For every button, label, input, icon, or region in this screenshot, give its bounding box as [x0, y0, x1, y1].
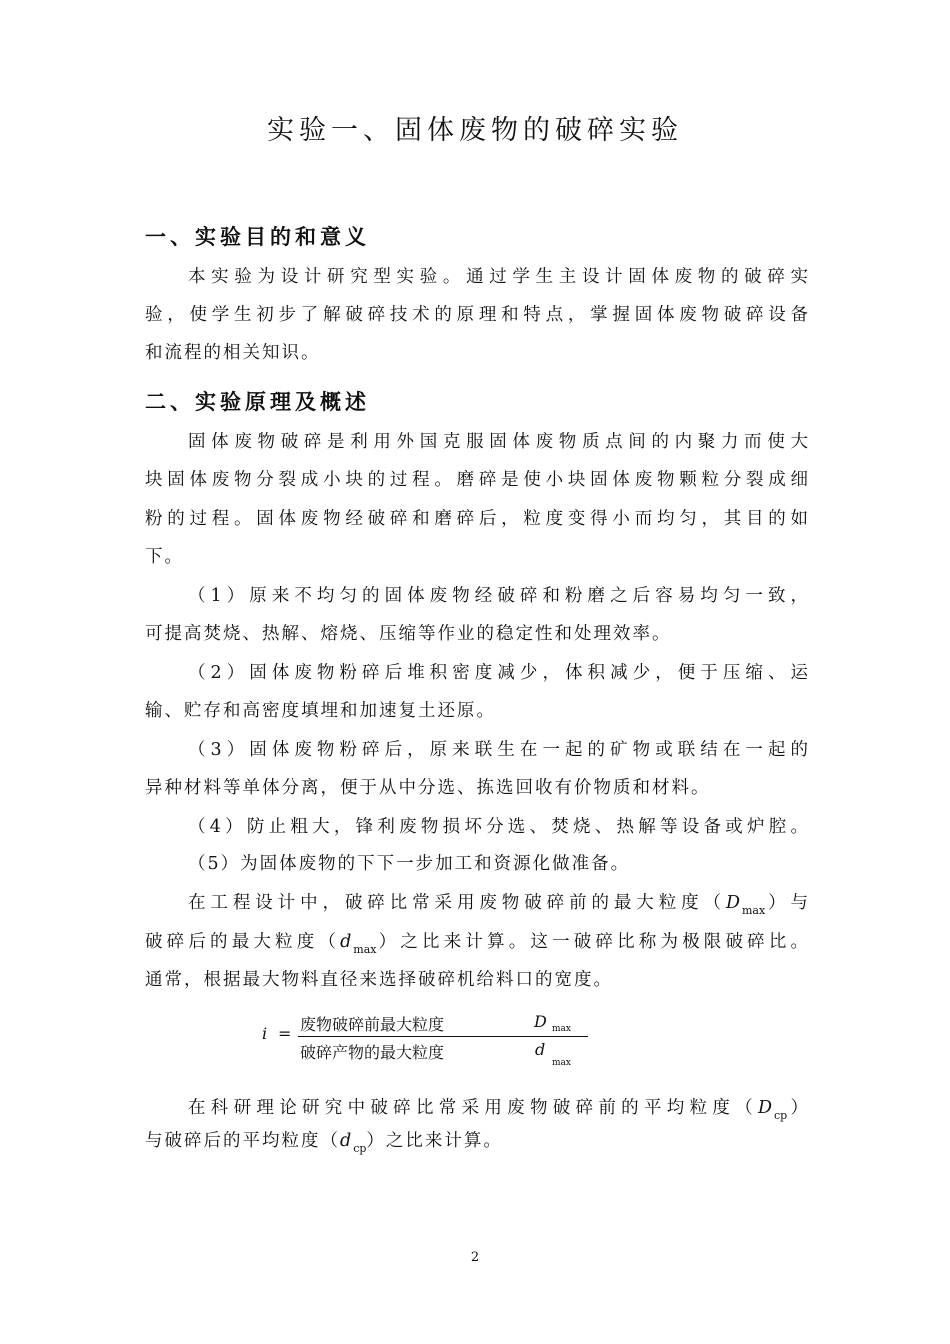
list-item-line: 可提高焚烧、热解、熔烧、压缩等作业的稳定性和处理效率。	[145, 624, 672, 644]
paragraph-line: 通常，根据最大物料直径来选择破碎机给料口的宽度。	[145, 970, 613, 990]
list-item-line: （1）原来不均匀的固体废物经破碎和粉磨之后容易均匀一致，	[188, 586, 810, 606]
paragraph-line: 本实验为设计研究型实验。通过学生主设计固体废物的破碎实	[188, 267, 810, 287]
paragraph-line: 固体废物破碎是利用外国克服固体废物质点间的内聚力而使大	[188, 432, 810, 452]
formula-equals: =	[278, 1024, 292, 1043]
section-heading-principle: 二、实验原理及概述	[145, 390, 370, 414]
formula-d-subscript: max	[552, 1058, 571, 1068]
paragraph-line: 验，使学生初步了解破碎技术的原理和特点，掌握固体废物破碎设备	[145, 305, 810, 325]
paragraph-line: 块固体废物分裂成小块的过程。磨碎是使小块固体废物颗粒分裂成细	[145, 470, 810, 490]
paragraph-line: 在科研理论研究中破碎比常采用废物破碎前的平均粒度$(D_{cp})$	[188, 1098, 811, 1122]
list-item-line: 输、贮存和高密度填埋和加速复土还原。	[145, 701, 496, 721]
formula-d: d	[535, 1040, 546, 1059]
paragraph-line: 在工程设计中，破碎比常采用废物破碎前的最大粒度$(D_{max})$与	[188, 893, 810, 917]
formula-denominator: 破碎产物的最大粒度	[300, 1043, 445, 1062]
list-item-line: （4）防止粗大，锋利废物损坏分选、焚烧、热解等设备或炉腔。	[188, 817, 810, 837]
paragraph-line: 和流程的相关知识。	[145, 343, 321, 363]
paragraph-line: 与破碎后的平均粒度$(d_{cp})$之比来计算。	[145, 1131, 503, 1155]
section-heading-purpose: 一、实验目的和意义	[145, 225, 370, 249]
crushing-ratio-formula	[262, 1010, 602, 1080]
page-number: 2	[470, 1250, 480, 1265]
formula-lhs: i	[262, 1024, 268, 1043]
list-item-line: 异种材料等单体分离，便于从中分选、拣选回收有价物质和材料。	[145, 778, 711, 798]
paragraph-line: 粉的过程。固体废物经破碎和磨碎后，粒度变得小而均匀，其目的如	[145, 509, 810, 529]
paragraph-line: 破碎后的最大粒度$(d_{max})$之比来计算。这一破碎比称为极限破碎比。	[145, 932, 811, 956]
paragraph-line: 下。	[145, 547, 184, 567]
list-item-line: （2）固体废物粉碎后堆积密度减少，体积减少，便于压缩、运	[188, 663, 810, 683]
formula-numerator: 废物破碎前最大粒度	[300, 1015, 445, 1034]
list-item-line: （5）为固体废物的下下一步加工和资源化做准备。	[188, 854, 631, 874]
list-item-line: （3）固体废物粉碎后，原来联生在一起的矿物或联结在一起的	[188, 740, 810, 760]
document-title: 实验一、固体废物的破碎实验	[267, 115, 683, 146]
formula-D-subscript: max	[552, 1024, 571, 1034]
formula-D: D	[534, 1012, 547, 1031]
fraction-bar	[298, 1036, 588, 1037]
